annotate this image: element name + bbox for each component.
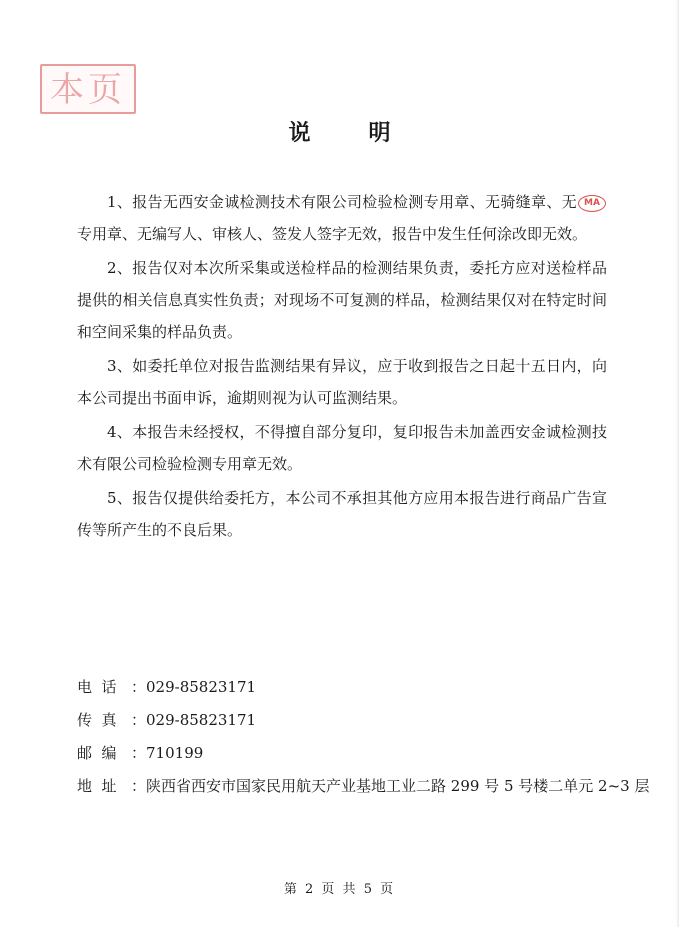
note-paragraph-5: 5、报告仅提供给委托方，本公司不承担其他方应用本报告进行商品广告宣传等所产生的不良后果。 <box>77 489 607 539</box>
page-stamp <box>40 64 136 114</box>
contact-colon: ： <box>131 744 147 762</box>
note-paragraph-4: 4、本报告未经授权，不得擅自部分复印，复印报告未加盖西安金诚检测技术有限公司检验检测专用章无效。 <box>77 423 607 473</box>
stamp-text: 本页 <box>50 70 126 110</box>
contact-value: 029-85823171 <box>146 678 257 696</box>
page-number-footer: 第 2 页 共 5 页 <box>283 882 396 897</box>
contact-colon: ： <box>131 777 147 795</box>
note-1-text-after: 专用章、无编写人、审核人、签发人签字无效，报告中发生任何涂改即无效。 <box>77 225 588 243</box>
contact-info <box>77 671 650 803</box>
contact-colon: ： <box>131 711 147 729</box>
contact-colon: ： <box>131 678 147 696</box>
note-paragraph-1 <box>77 186 607 250</box>
contact-label: 邮 编 <box>77 744 117 762</box>
cma-mark-icon: MA <box>578 195 606 212</box>
contact-label: 电 话 <box>77 678 117 696</box>
note-paragraph-3: 3、如委托单位对报告监测结果有异议，应于收到报告之日起十五日内，向本公司提出书面申诉，逾期则视为认可监测结果。 <box>77 357 607 407</box>
contact-label: 地 址 <box>77 777 117 795</box>
contact-row-fax <box>77 704 637 737</box>
contact-value: 陕西省西安市国家民用航天产业基地工业二路 299 号 5 号楼二单元 2~3 层 <box>146 777 650 795</box>
contact-row-phone <box>77 671 637 704</box>
contact-row-address <box>77 770 650 803</box>
notes-body <box>77 186 607 548</box>
contact-value: 029-85823171 <box>146 711 257 729</box>
contact-row-postcode <box>77 737 637 770</box>
contact-value: 710199 <box>146 744 204 762</box>
page-title: 说明 <box>288 121 449 146</box>
contact-label: 传 真 <box>77 711 117 729</box>
note-1-text-before: 1、报告无西安金诚检测技术有限公司检验检测专用章、无骑缝章、无 <box>107 193 577 211</box>
note-paragraph-2: 2、报告仅对本次所采集或送检样品的检测结果负责，委托方应对送检样品提供的相关信息真实性负责；对现场不可复测的样品，检测结果仅对在特定时间和空间采集的样品负责。 <box>77 259 607 341</box>
